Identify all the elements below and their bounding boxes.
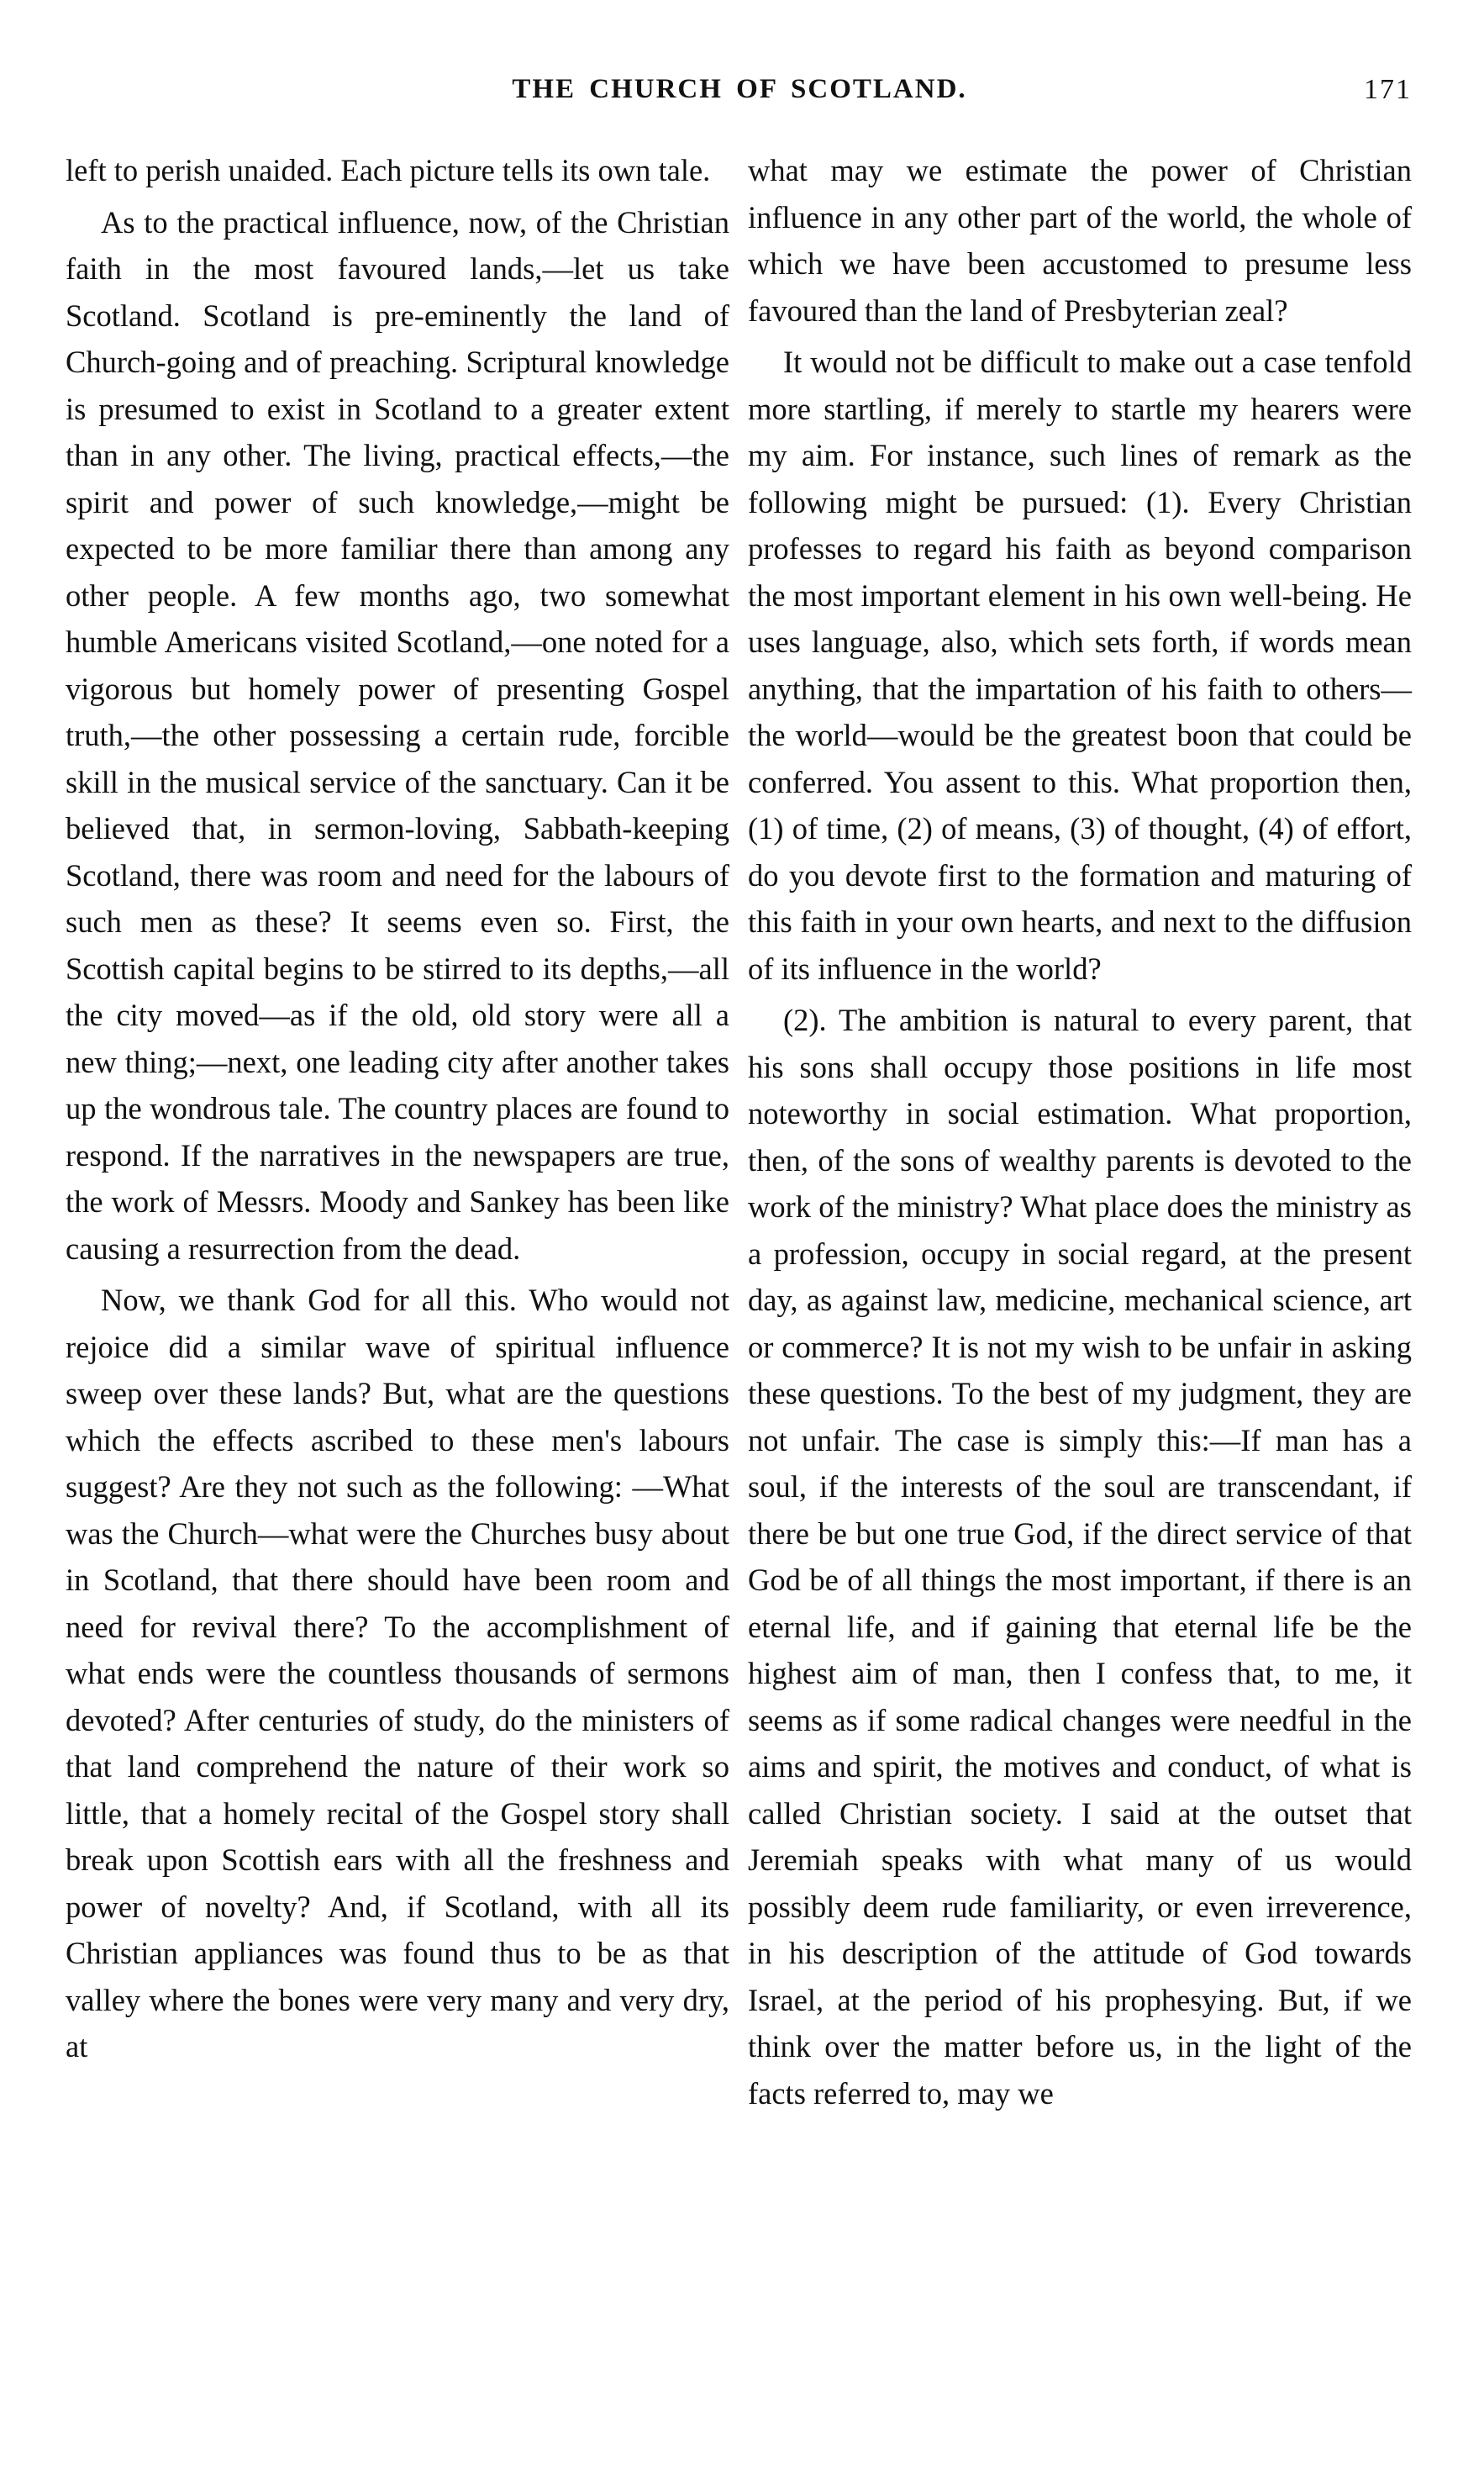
paragraph: As to the practical influence, now, of the Christian faith in the most favoured lands,—let us take Scotland. Scotland is pre-eminently the land of Church-going and of preaching. Scriptural knowledge is presumed to exist in Scotland to a greater extent than in any other. The living, practical effects,—the spirit and power of such knowledge,—might be expected to be more familiar there than among any other people. A few months ago, two somewhat humble Americans visited Scotland,—one noted for a vigorous but homely power of presenting Gospel truth,—the other possessing a certain rude, forcible skill in the musical service of the sanctuary. Can it be believed that, in sermon-loving, Sabbath-keeping Scotland, there was room and need for the labours of such men as these? It seems even so. First, the Scottish capital begins to be stirred to its depths,—all the city moved—as if the old, old story were all a new thing;—next, one leading city after another takes up the wondrous tale. The country places are found to respond. If the narratives in the newspapers are true, the work of Messrs. Moody and Sankey has been like causing a resurrection from the dead.	[66, 204, 729, 1266]
right-column	[748, 147, 1412, 2116]
paragraph: (2). The ambition is natural to every parent, that his sons shall occupy those positions in life most noteworthy in social estimation. What proportion, then, of the sons of wealthy parents is devoted to the work of the ministry? What place does the ministry as a profession, occupy in social regard, at the present day, as against law, medicine, mechanical science, art or commerce? It is not my wish to be unfair in asking these questions. To the best of my judgment, they are not unfair. The case is simply this:—If man has a soul, if the interests of the soul are transcendant, if there be but one true God, if the direct service of that God be of all things the most important, if there is an eternal life, and if gaining that eternal life be the highest aim of man, then I confess that, to me, it seems as if some radical changes were needful in the aims and spirit, the motives and conduct, of what is called Christian society. I said at the outset that Jeremiah speaks with what many of us would possibly deem rude familiarity, or even irreverence, in his description of the attitude of God towards Israel, at the period of his prophesying. But, if we think over the matter before us, in the light of the facts referred to, may we	[748, 1003, 1412, 2111]
page-header	[67, 74, 1412, 121]
running-head-title: THE CHURCH OF SCOTLAND.	[512, 74, 967, 104]
paragraph: It would not be difficult to make out a case tenfold more startling, if merely to startle my hearers were my aim. For instance, such lines of remark as the following might be pursued: (1). Every Christian professes to regard his faith as beyond comparison the most important element in his own well-being. He uses language, also, which sets forth, if words mean anything, that the impartation of his faith to others—the world—would be the greatest boon that could be conferred. You assent to this. What proportion then, (1) of time, (2) of means, (3) of thought, (4) of effort, do you devote first to the formation and maturing of this faith in your own hearts, and next to the diffusion of its influence in the world?	[748, 345, 1412, 986]
left-column	[66, 147, 729, 2070]
page-number: 171	[1364, 74, 1412, 105]
paragraph: Now, we thank God for all this. Who would not rejoice did a similar wave of spiritual influence sweep over these lands? But, what are the questions which the effects ascribed to these men's labours suggest? Are they not such as the following: —What was the Church—what were the Churches busy about in Scotland, that there should have been room and need for revival there? To the accomplishment of what ends were the countless thousands of sermons devoted? After centuries of study, do the ministers of that land comprehend the nature of their work so little, that a homely recital of the Gospel story shall break upon Scottish ears with all the freshness and power of novelty? And, if Scotland, with all its Christian appliances was found thus to be as that valley where the bones were very many and very dry, at	[66, 1283, 729, 2064]
paragraph: what may we estimate the power of Christian influence in any other part of the world, the whole of which we have been accustomed to presume less favoured than the land of Presbyterian zeal?	[748, 153, 1412, 328]
paragraph: left to perish unaided. Each picture tells its own tale.	[66, 153, 711, 187]
